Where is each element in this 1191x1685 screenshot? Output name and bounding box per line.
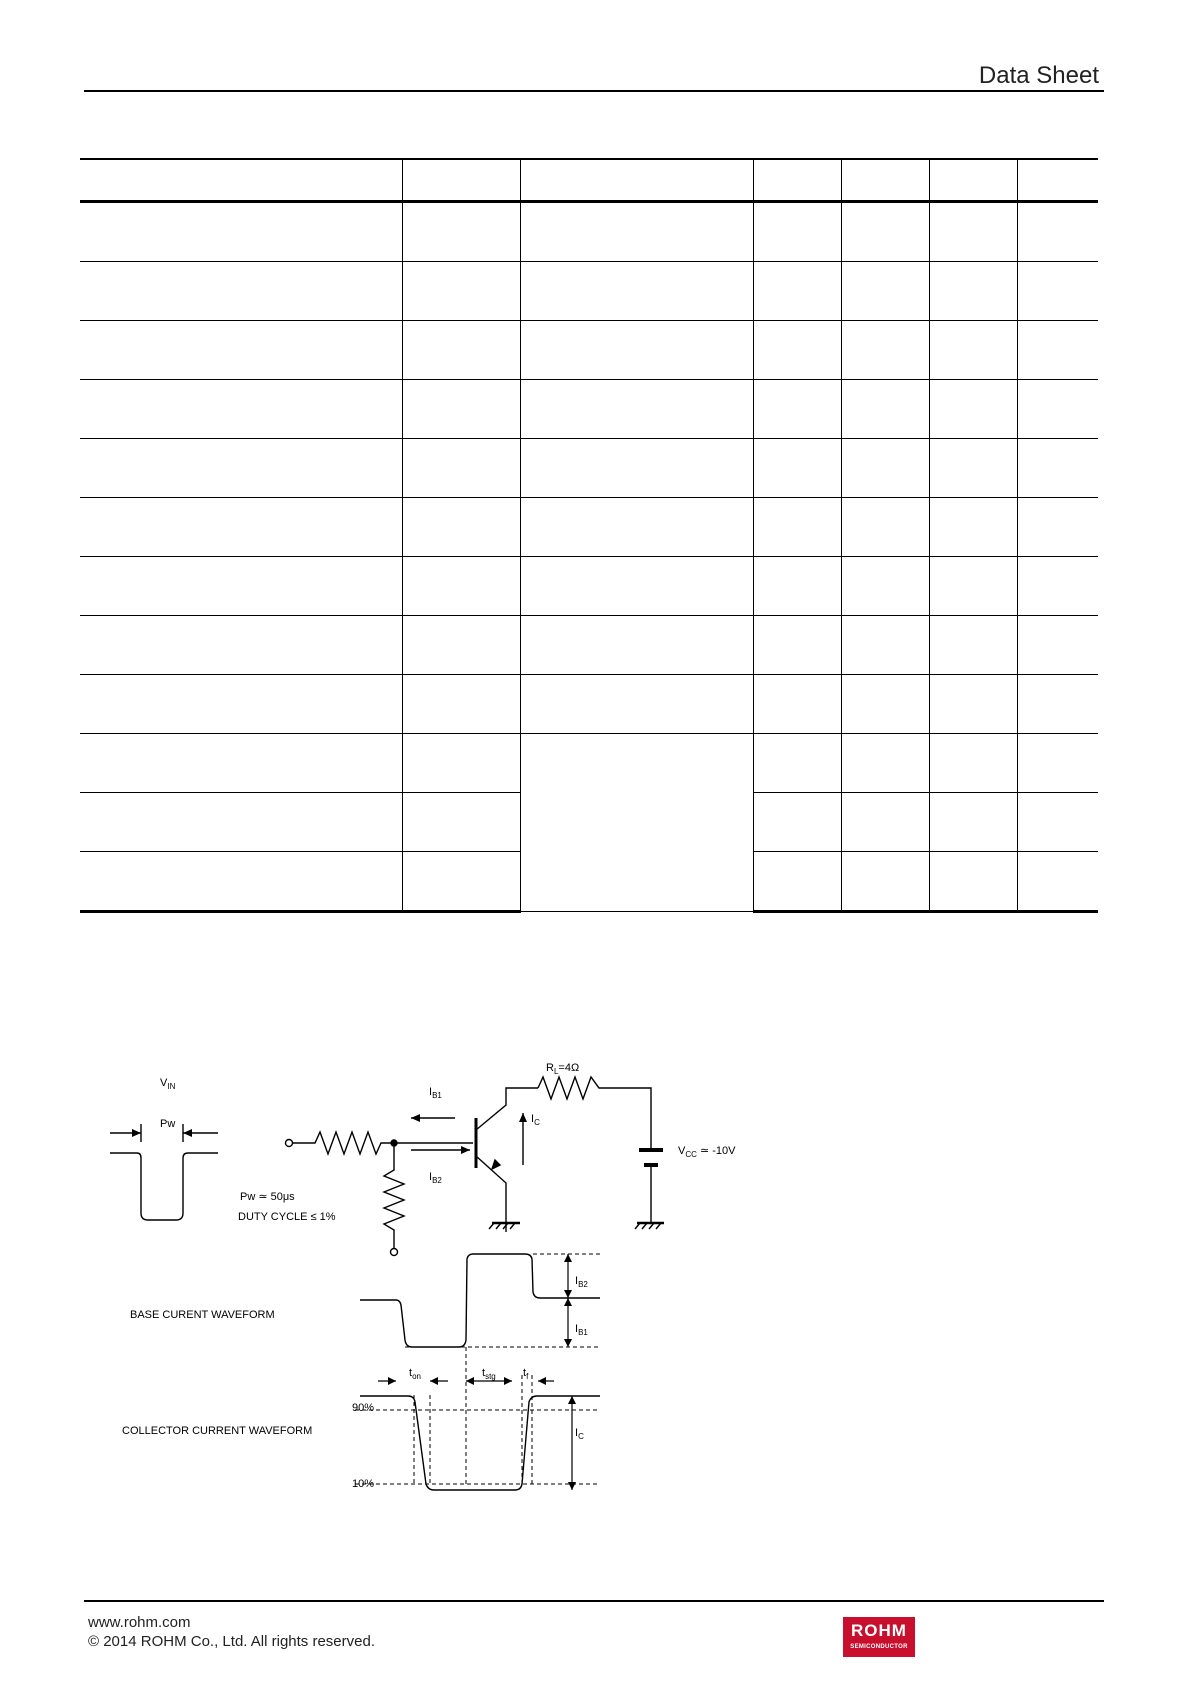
header-cell-min [753,159,841,202]
header-cell-unit [1017,159,1098,202]
transistor-collector [476,1088,538,1130]
table-row [80,439,1098,498]
header-cell-max [929,159,1017,202]
ib2-span-label: $I_{B2}$ [575,1275,588,1289]
bias-terminal [391,1249,398,1256]
percent-90-label: 90% [352,1402,375,1414]
base-current-waveform [360,1254,600,1347]
tf-label: $t_f$ [523,1367,529,1381]
ib1-span-label: $I_{B1}$ [575,1323,588,1337]
percent-10-label: 10% [352,1478,375,1490]
switching-time-test-circuit [0,1040,1191,1540]
table-header-row [80,159,1098,202]
table-row [80,262,1098,321]
table-row [80,321,1098,380]
electrical-characteristics-table [80,158,1098,913]
bias-resistor [384,1143,404,1248]
footer-copyright: © 2014 ROHM Co., Ltd. All rights reserved. [88,1633,375,1650]
table-row [80,380,1098,439]
ib2-label: $I_{B2}$ [429,1171,442,1185]
document-title: Data Sheet [978,62,1099,89]
duty-cycle-note: DUTY CYCLE ≤ 1% [238,1211,336,1223]
table-row [80,498,1098,557]
logo-wordmark: ROHM [851,1621,907,1640]
transistor-emitter [476,1156,506,1232]
rohm-logo [843,1617,915,1657]
rl-label: $R_L=4\Omega$ [546,1062,580,1076]
load-resistor [538,1077,651,1150]
table-row [80,675,1098,734]
header-cell-conditions [520,159,753,202]
header-rule [84,90,1104,92]
input-terminal [286,1140,293,1147]
tstg-label: $t_{stg}$ [482,1367,496,1381]
header-cell-parameter [80,159,402,202]
ib1-label: $I_{B1}$ [429,1086,442,1100]
table-row [80,734,1098,793]
vcc-label: $V_{CC}$ ≃ -10V [678,1145,736,1159]
collector-waveform-label: COLLECTOR CURRENT WAVEFORM [122,1425,313,1437]
collector-current-waveform [360,1396,600,1490]
base-resistor [293,1132,394,1154]
input-pulse-waveform [110,1153,218,1220]
footer-rule [84,1600,1104,1602]
table-row [80,202,1098,262]
footer-website: www.rohm.com [88,1614,191,1631]
header-cell-typ [841,159,929,202]
ton-label: $t_{on}$ [409,1367,421,1381]
ic-label: $I_C$ [531,1113,540,1127]
header-cell-symbol [402,159,520,202]
ic-span-label: $I_C$ [575,1427,584,1441]
logo-subtitle: SEMICONDUCTOR [850,1644,908,1650]
pw-label: Pw [160,1118,176,1130]
table-row [80,557,1098,616]
pw-note: Pw ≃ 50μs [240,1191,295,1203]
merged-conditions-cell [520,734,753,912]
vin-label: $V_{IN}$ [160,1077,176,1091]
base-waveform-label: BASE CURENT WAVEFORM [130,1309,275,1321]
table-row [80,616,1098,675]
